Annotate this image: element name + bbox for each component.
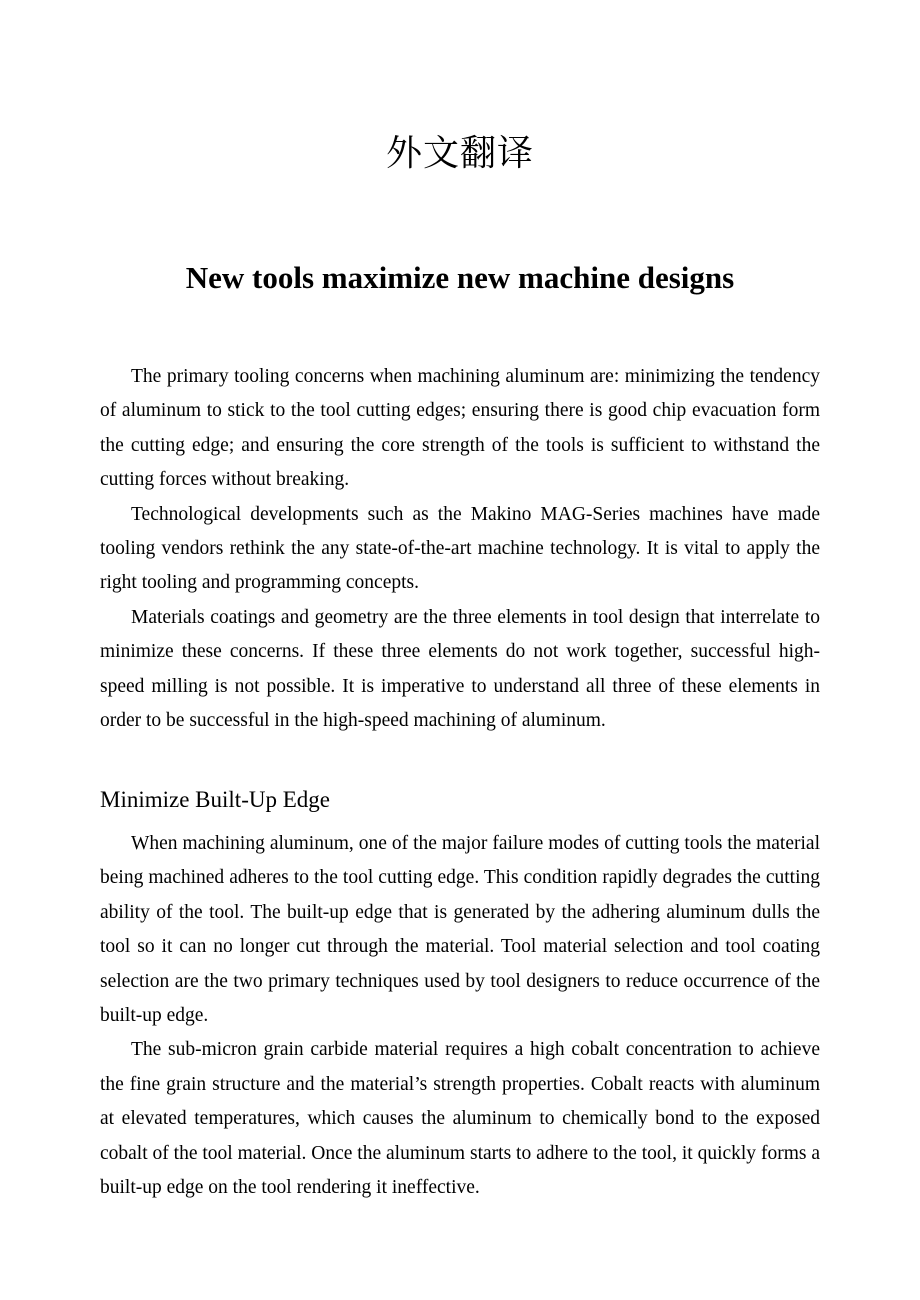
paragraph: Technological developments such as the Makino MAG-Series machines have made tooling vendors rethink the any state-of-the-art machine technology. It is vital to apply the right tooling and programming concepts. [100, 503, 820, 594]
paragraph: Materials coatings and geometry are the three elements in tool design that interrelate to minimize these concerns. If these three elements do not work together, successful high-speed milling is not possible. It is imperative to understand all three of these elements in order to be successful in the high-speed machining of aluminum. [100, 606, 820, 732]
paragraph: When machining aluminum, one of the major failure modes of cutting tools the material being machined adheres to the tool cutting edge. This condition rapidly degrades the cutting ability of the tool. The built-up edge that is generated by the adhering aluminum dulls the tool so it can no longer cut through the material. Tool material selection and tool coating selection are the two primary techniques used by tool designers to reduce occurrence of the built-up edge. [100, 833, 820, 1027]
paragraph: The primary tooling concerns when machining aluminum are: minimizing the tendency of aluminum to stick to the tool cutting edges; ensuring there is good chip evacuation form the cutting edge; and ensuring the core strength of the tools is sufficient to withstand the cutting forces without breaking. [100, 366, 820, 491]
paragraph: The sub-micron grain carbide material requires a high cobalt concentration to achieve the fine grain structure and the material’s strength properties. Cobalt reacts with aluminum at elevated temperatures, which causes the aluminum to chemically bond to the exposed cobalt of the tool material. Once the aluminum starts to adhere to the tool, it quickly forms a built-up edge on the tool rendering it ineffective. [100, 1039, 820, 1199]
section-heading: Minimize Built-Up Edge [100, 787, 330, 812]
english-title: New tools maximize new machine designs [185, 260, 735, 295]
section-body [100, 827, 820, 1205]
intro-body [100, 360, 820, 738]
chinese-title: 外文翻译 [385, 133, 534, 174]
